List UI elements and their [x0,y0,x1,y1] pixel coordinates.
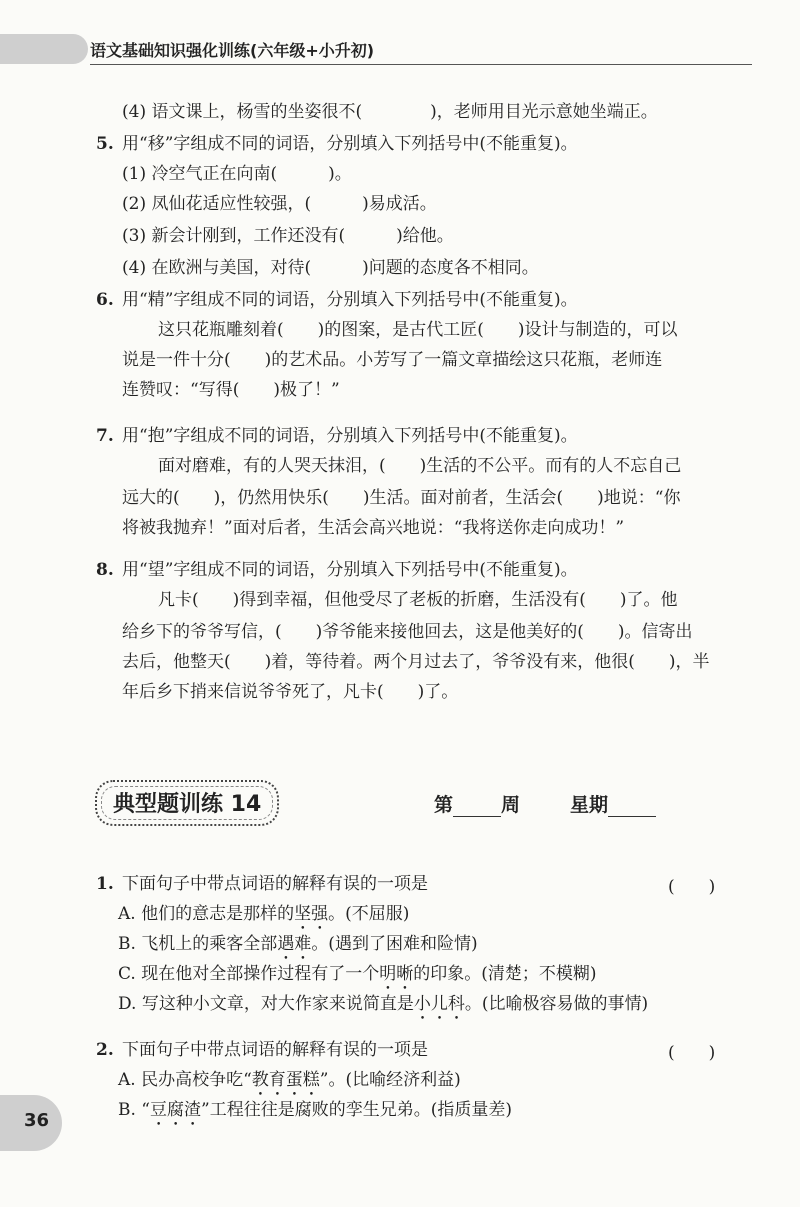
page-number: 36 [24,1110,50,1131]
b1-option-d: D. 写这种小文章，对大作家来说简直是小儿科。(比喻极容易做的事情) [118,994,649,1014]
q6-passage-3: 连赞叹：“写得( )极了！” [122,380,340,400]
weekday-label: 星期 [570,790,656,817]
q6-passage-1: 这只花瓶雕刻着( )的图案，是古代工匠( )设计与制造的，可以 [158,320,678,340]
header-tab [0,34,88,64]
q5-sub-3: (3) 新会计刚到，工作还没有( )给他。 [122,226,454,246]
week-label: 第 周 [434,794,521,816]
b2-answer-paren: ( ) [668,1043,716,1063]
q7-number: 7. [96,426,114,446]
q5-stem: 用“移”字组成不同的词语，分别填入下列括号中(不能重复)。 [122,134,578,154]
b2-stem: 下面句子中带点词语的解释有误的一项是 [122,1040,428,1060]
book-title: 语文基础知识强化训练(六年级+小升初) [90,41,375,60]
q8-passage-4: 年后乡下捎来信说爷爷死了，凡卡( )了。 [122,682,459,702]
b2-option-a: A. 民办高校争吃“教育蛋糕”。(比喻经济利益) [118,1070,461,1090]
section-title: 典型题训练 14 [113,792,262,817]
q7-stem: 用“抱”字组成不同的词语，分别填入下列括号中(不能重复)。 [122,426,578,446]
q6-stem: 用“精”字组成不同的词语，分别填入下列括号中(不能重复)。 [122,290,578,310]
q8-passage-2: 给乡下的爷爷写信，( )爷爷能来接他回去，这是他美好的( )。信寄出 [122,622,693,642]
q8-passage-1: 凡卡( )得到幸福，但他受尽了老板的折磨，生活没有( )了。他 [158,590,678,610]
q7-passage-1: 面对磨难，有的人哭天抹泪，( )生活的不公平。而有的人不忘自己 [158,456,682,476]
b2-option-b: B. “豆腐渣”工程往往是腐败的孪生兄弟。(指质量差) [118,1100,512,1120]
q5-number: 5. [96,134,114,154]
q6-number: 6. [96,290,114,310]
b1-number: 1. [96,874,114,894]
b1-stem: 下面句子中带点词语的解释有误的一项是 [122,874,428,894]
b2-number: 2. [96,1040,114,1060]
q4-sub-4: (4) 语文课上，杨雪的坐姿很不( )，老师用目光示意她坐端正。 [122,102,658,122]
q6-passage-2: 说是一件十分( )的艺术品。小芳写了一篇文章描绘这只花瓶，老师连 [122,350,663,370]
q5-sub-4: (4) 在欧洲与美国，对待( )问题的态度各不相同。 [122,258,539,278]
b1-option-b: B. 飞机上的乘客全部遇难。(遇到了困难和险情) [118,934,478,954]
b1-option-a: A. 他们的意志是那样的坚强。(不屈服) [118,904,410,924]
b1-option-c: C. 现在他对全部操作过程有了一个明晰的印象。(清楚；不模糊) [118,964,597,984]
q8-passage-3: 去后，他整天( )着，等待着。两个月过去了，爷爷没有来，他很( )，半 [122,652,710,672]
header-rule [90,64,752,65]
q8-stem: 用“望”字组成不同的词语，分别填入下列括号中(不能重复)。 [122,560,578,580]
q7-passage-2: 远大的( )，仍然用快乐( )生活。面对前者，生活会( )地说：“你 [122,488,681,508]
b1-answer-paren: ( ) [668,877,716,897]
q5-sub-1: (1) 冷空气正在向南( )。 [122,164,352,184]
q8-number: 8. [96,560,114,580]
q5-sub-2: (2) 凤仙花适应性较强，( )易成活。 [122,194,437,214]
q7-passage-3: 将被我抛弃！”面对后者，生活会高兴地说：“我将送你走向成功！” [122,518,625,538]
